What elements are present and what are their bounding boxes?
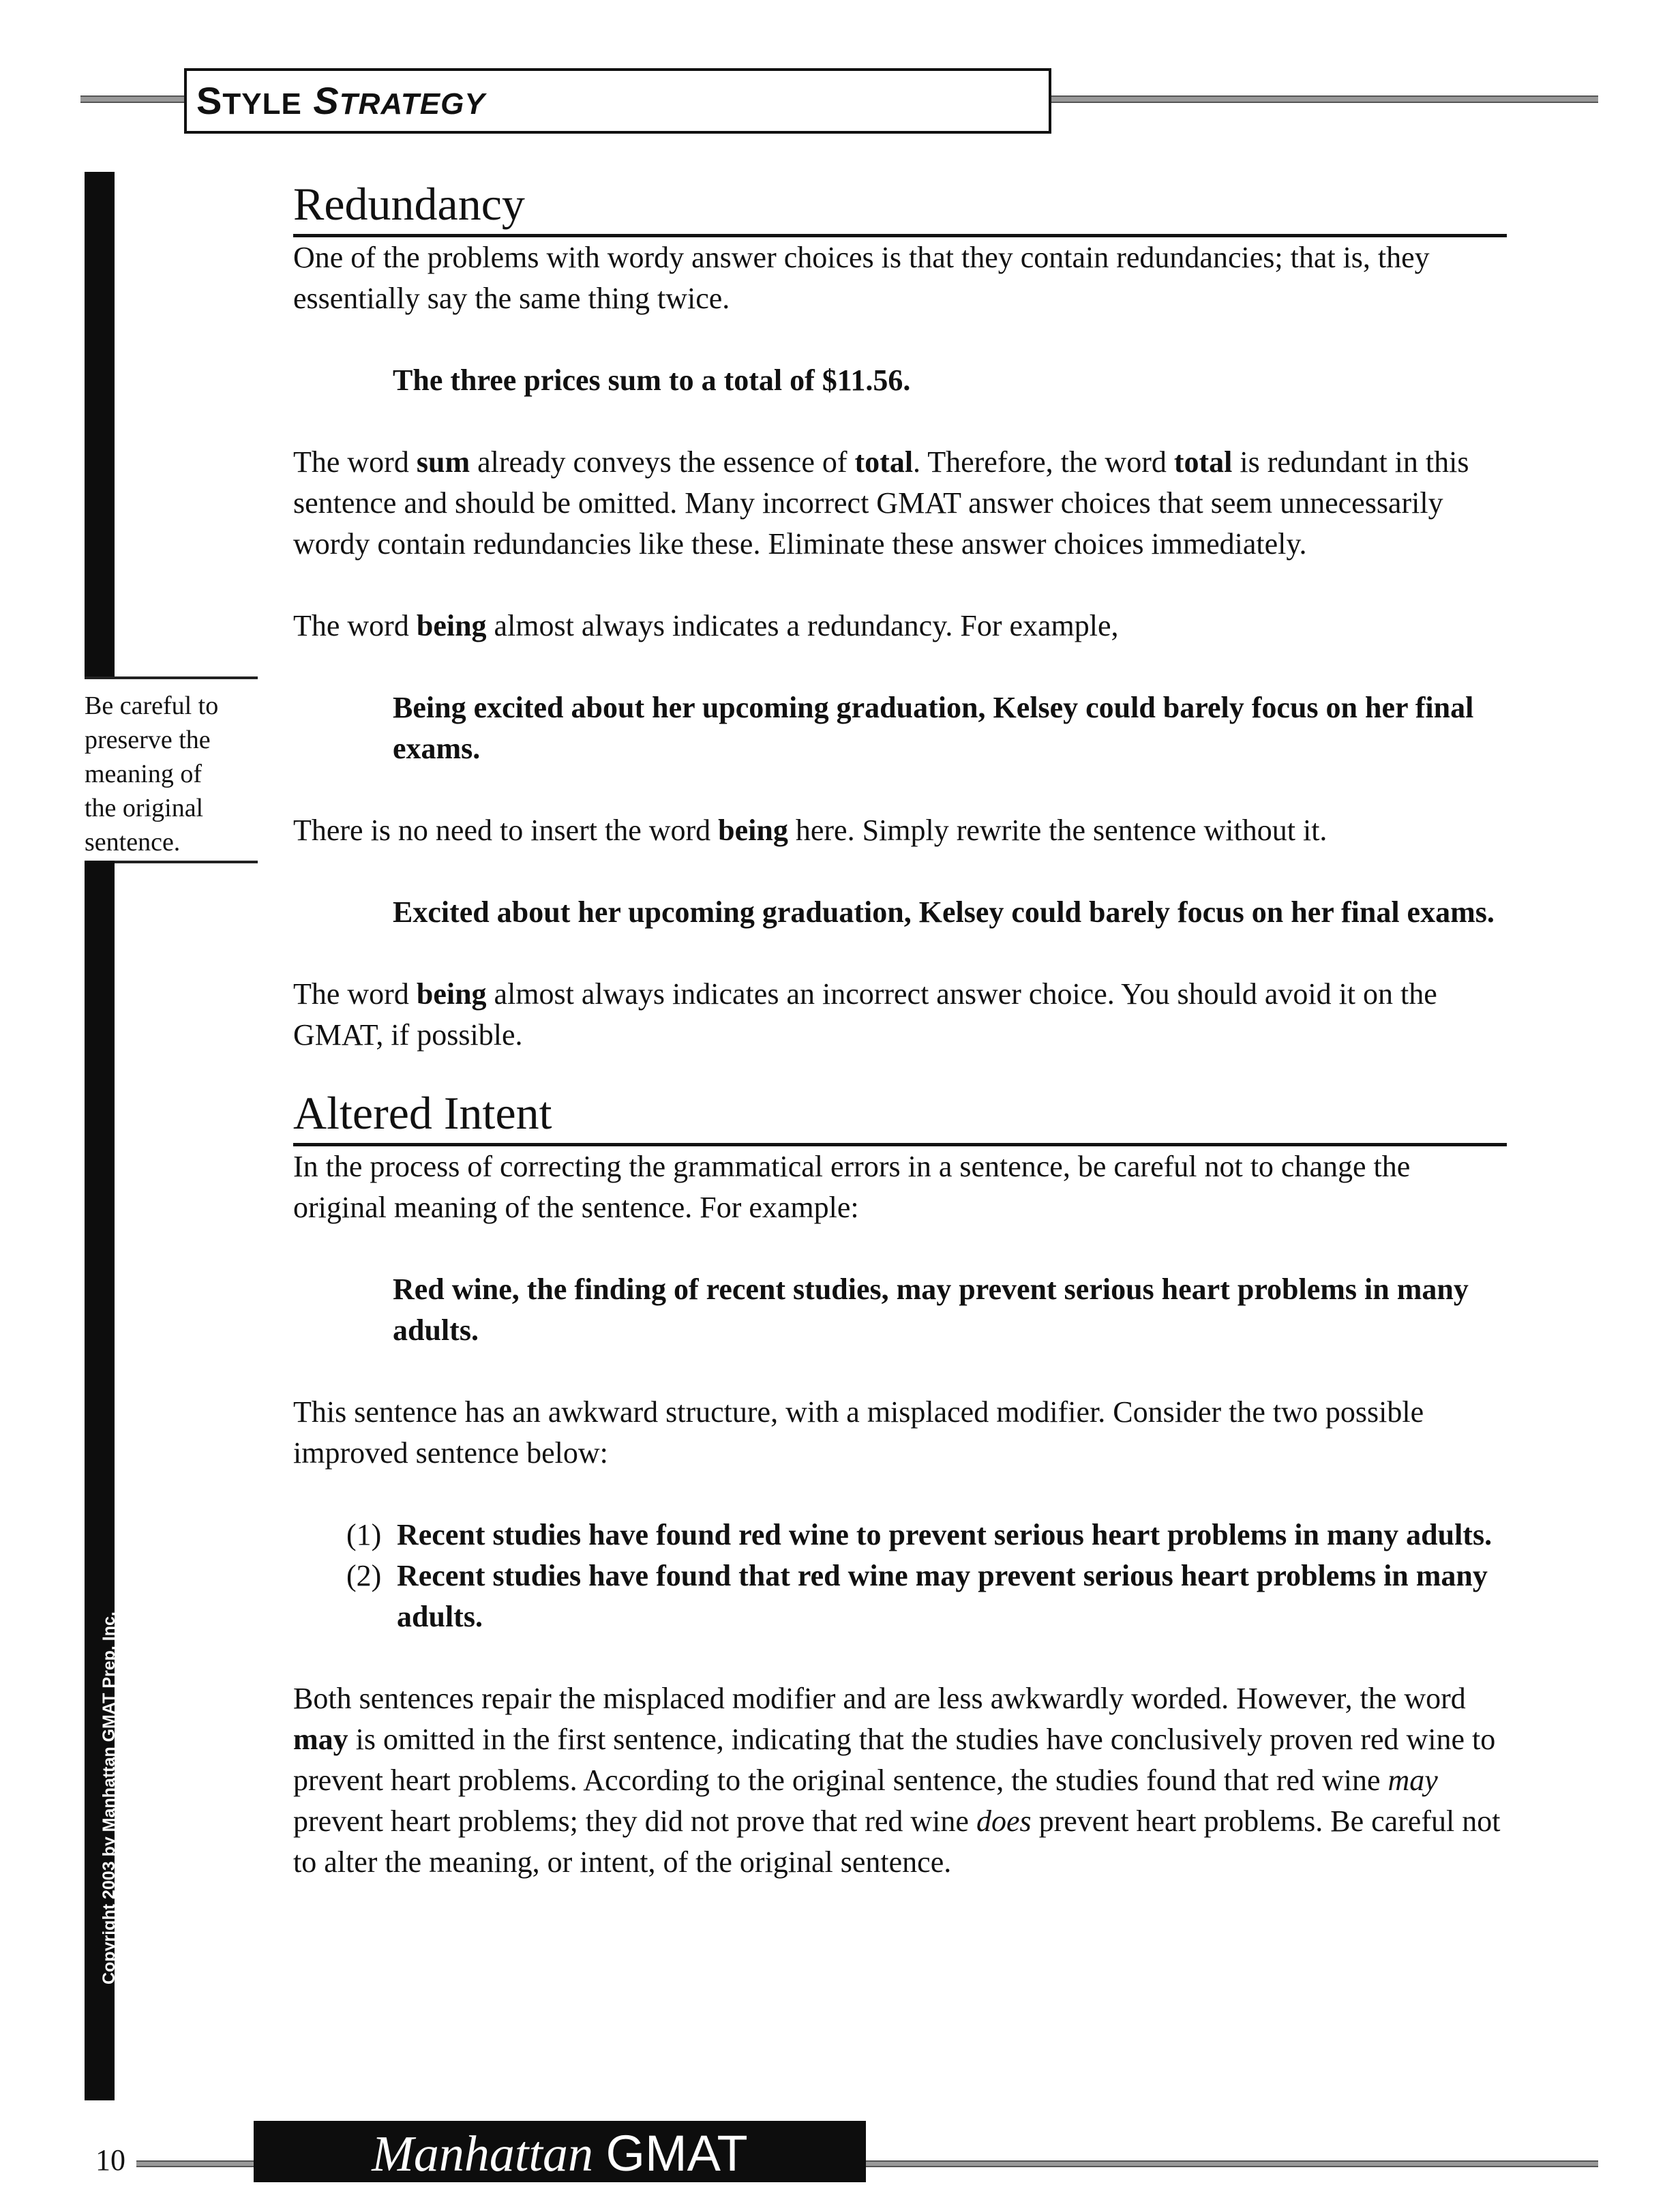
header-title — [196, 74, 485, 132]
copyright-text: Copyright 2003 by Manhattan GMAT Prep, Inc. — [100, 1611, 119, 1984]
redundancy-example-1: The three prices sum to a total of $11.56. — [393, 363, 911, 397]
footer-brand — [254, 2121, 866, 2182]
header-rule-left — [80, 95, 190, 103]
footer-rule-left — [136, 2160, 259, 2167]
list-item — [346, 1556, 1507, 1637]
footer-brand-manhattan: Manhattan — [372, 2126, 593, 2182]
section-heading-redundancy: Redundancy — [293, 174, 1507, 237]
redundancy-intro: One of the problems with wordy answer choices is that they contain redundancies; that is, they essentially say the same thing twice. — [293, 241, 1430, 315]
list-item — [346, 1515, 1507, 1556]
altered-intent-paragraph-2: This sentence has an awkward structure, with a misplaced modifier. Consider the two possible improved sentence below: — [293, 1395, 1424, 1470]
list-item-number: (1) — [346, 1518, 382, 1551]
sidebar-rule-top — [85, 676, 258, 679]
header-rule-right — [1051, 95, 1598, 103]
redundancy-paragraph-5: The word being almost always indicates an incorrect answer choice. You should avoid it on the GMAT, if possible. — [293, 977, 1437, 1052]
list-item-text: Recent studies have found red wine to prevent serious heart problems in many adults. — [397, 1518, 1492, 1551]
header-title-s1: S — [196, 79, 223, 122]
redundancy-paragraph-4: There is no need to insert the word being here. Simply rewrite the sentence without it. — [293, 814, 1328, 847]
sidebar-bar-top — [85, 172, 115, 676]
main-content — [293, 174, 1507, 1883]
header-title-style: TYLE — [222, 87, 302, 121]
header-title-s2: S — [313, 79, 340, 122]
section-heading-altered-intent: Altered Intent — [293, 1083, 1507, 1146]
list-item-number: (2) — [346, 1559, 382, 1592]
improved-sentence-list — [293, 1515, 1507, 1637]
footer-brand-gmat: GMAT — [605, 2125, 748, 2182]
footer-rule-right — [860, 2160, 1598, 2167]
page-number: 10 — [95, 2143, 125, 2177]
header-title-strategy: TRATEGY — [339, 87, 485, 121]
altered-intent-paragraph-3: Both sentences repair the misplaced modifier and are less awkwardly worded. However, the word may is omitted in the first sentence, indicating that the studies have conclusively proven red wine to prevent heart problems. According to the original sentence, the studies found that red wine may prevent heart problems; they did not prove that red wine does prevent heart problems. Be careful not to alter the meaning, or intent, of the original sentence. — [293, 1682, 1501, 1879]
list-item-text: Recent studies have found that red wine may prevent serious heart problems in many adults. — [397, 1559, 1488, 1633]
margin-note: Be careful to preserve the meaning of the original sentence. — [85, 691, 219, 857]
altered-intent-intro: In the process of correcting the grammatical errors in a sentence, be careful not to change the original meaning of the sentence. For example: — [293, 1150, 1411, 1224]
redundancy-paragraph-3: The word being almost always indicates a redundancy. For example, — [293, 609, 1119, 642]
altered-intent-example-1: Red wine, the finding of recent studies, may prevent serious heart problems in many adults. — [393, 1273, 1469, 1347]
redundancy-example-2: Being excited about her upcoming graduation, Kelsey could barely focus on her final exams. — [393, 691, 1474, 765]
redundancy-example-3: Excited about her upcoming graduation, Kelsey could barely focus on her final exams. — [393, 895, 1495, 929]
redundancy-paragraph-2: The word sum already conveys the essence of total. Therefore, the word total is redundant in this sentence and should be omitted. Many incorrect GMAT answer choices that seem unnecessarily wordy contain redundancies like these. Eliminate these answer choices immediately. — [293, 445, 1469, 561]
